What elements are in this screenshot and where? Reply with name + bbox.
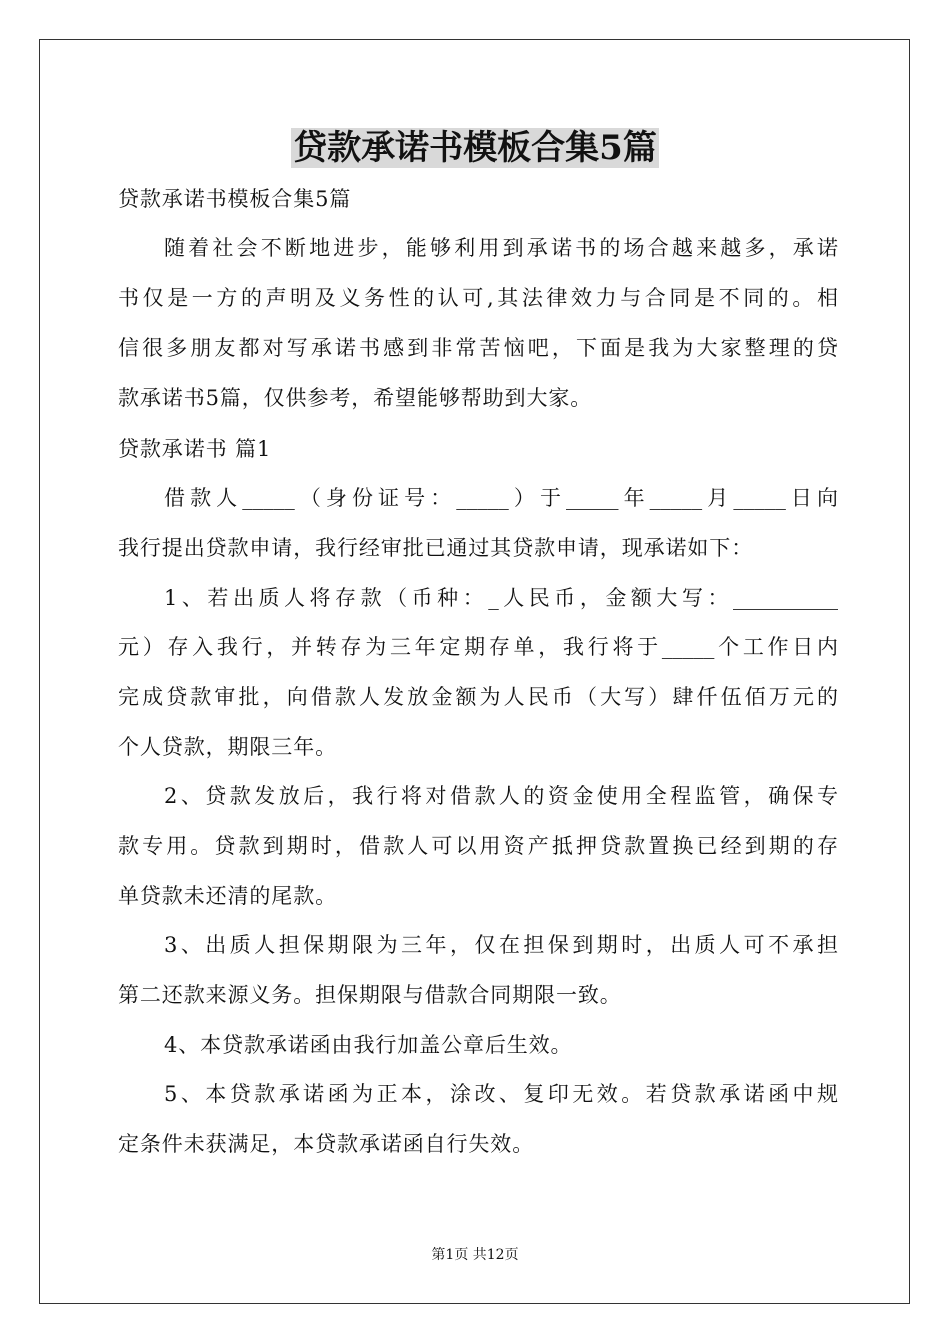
body-line: 个人贷款，期限三年。	[118, 735, 337, 759]
body-line: 定条件未获满足，本贷款承诺函自行失效。	[118, 1132, 535, 1156]
body-line: 款专用。贷款到期时，借款人可以用资产抵押贷款置换已经到期的存	[118, 834, 838, 858]
body-line: 我行提出贷款申请，我行经审批已通过其贷款申请，现承诺如下：	[118, 536, 754, 560]
title-text: 贷款承诺书模板合集5篇	[293, 128, 657, 168]
body-line: 5、本贷款承诺函为正本，涂改、复印无效。若贷款承诺函中规	[164, 1082, 838, 1106]
document-subtitle: 贷款承诺书模板合集5篇	[118, 187, 352, 211]
intro-line: 书仅是一方的声明及义务性的认可,其法律效力与合同是不同的。相	[118, 286, 838, 310]
body-line: 2、贷款发放后，我行将对借款人的资金使用全程监管，确保专	[164, 784, 838, 808]
intro-line: 随着社会不断地进步，能够利用到承诺书的场合越来越多，承诺	[164, 236, 838, 260]
body-line: 完成贷款审批，向借款人发放金额为人民币（大写）肆仟伍佰万元的	[118, 685, 838, 709]
body-line: 第二还款来源义务。担保期限与借款合同期限一致。	[118, 983, 622, 1007]
page-border	[39, 39, 910, 1304]
section-heading: 贷款承诺书 篇1	[118, 437, 272, 461]
intro-line: 款承诺书5篇，仅供参考，希望能够帮助到大家。	[118, 386, 593, 410]
body-line: 4、本贷款承诺函由我行加盖公章后生效。	[164, 1033, 573, 1057]
body-line: 借款人_____（身份证号：_____）于_____年_____月_____日向	[164, 486, 838, 510]
page-footer: 第1页 共12页	[431, 1247, 519, 1263]
body-line: 3、出质人担保期限为三年，仅在担保到期时，出质人可不承担	[164, 933, 838, 957]
body-line: 单贷款未还清的尾款。	[118, 884, 337, 908]
body-line: 1、若出质人将存款（币种：_人民币，金额大写：__________	[164, 586, 838, 610]
document-title	[0, 124, 950, 172]
body-line: 元）存入我行，并转存为三年定期存单，我行将于_____个工作日内	[118, 635, 838, 659]
intro-line: 信很多朋友都对写承诺书感到非常苦恼吧，下面是我为大家整理的贷	[118, 336, 838, 360]
